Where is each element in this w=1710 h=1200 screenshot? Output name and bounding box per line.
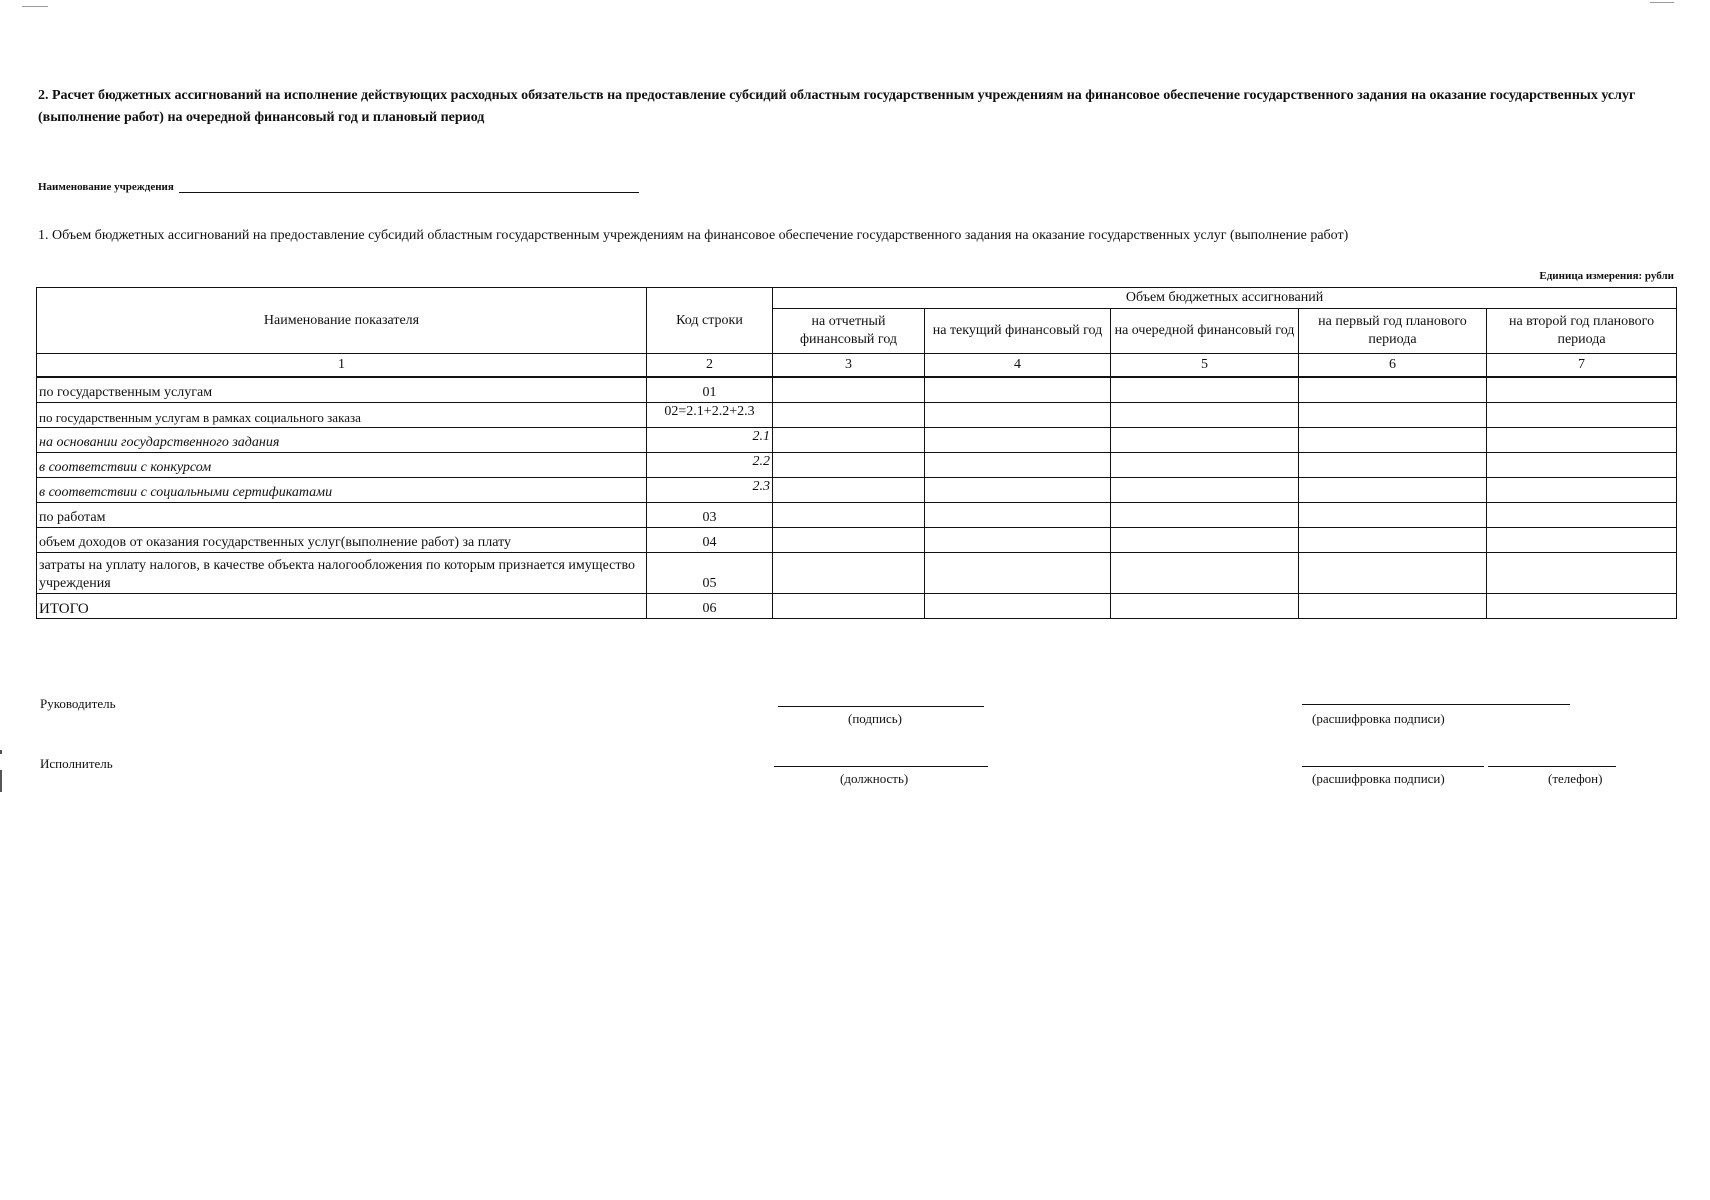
value-cell[interactable] (1299, 478, 1487, 503)
value-cell[interactable] (1299, 453, 1487, 478)
table-row (37, 428, 1677, 453)
header-name: Наименование показателя (37, 288, 647, 354)
value-cell[interactable] (1487, 377, 1677, 403)
executor-label: Исполнитель (40, 756, 113, 771)
table-row (37, 403, 1677, 428)
header-col-7: на второй год планового периода (1487, 309, 1677, 354)
column-number: 5 (1111, 354, 1299, 378)
column-number: 3 (773, 354, 925, 378)
unit-label: Единица измерения: рубли (1539, 270, 1674, 282)
value-cell[interactable] (925, 553, 1111, 594)
header-col-3: на отчетный финансовый год (773, 309, 925, 354)
value-cell[interactable] (925, 377, 1111, 403)
institution-name-field[interactable] (179, 180, 639, 193)
value-cell[interactable] (773, 478, 925, 503)
header-code: Код строки (647, 288, 773, 354)
position-caption: (должность) (840, 771, 909, 786)
executor-position-field[interactable] (774, 765, 988, 767)
value-cell[interactable] (1487, 453, 1677, 478)
header-col-6: на первый год планового периода (1299, 309, 1487, 354)
column-number: 2 (647, 354, 773, 378)
column-number: 4 (925, 354, 1111, 378)
value-cell[interactable] (1487, 553, 1677, 594)
table-row (37, 503, 1677, 528)
row-code: 05 (647, 553, 773, 594)
row-name: затраты на уплату налогов, в качестве объекта налогообложения по которым признается имущество учреждения (37, 553, 647, 594)
header-col-5: на очередной финансовый год (1111, 309, 1299, 354)
row-name: в соответствии с конкурсом (37, 453, 647, 478)
table-row (37, 594, 1677, 619)
table-row (37, 453, 1677, 478)
value-cell[interactable] (1487, 594, 1677, 619)
value-cell[interactable] (773, 553, 925, 594)
value-cell[interactable] (773, 377, 925, 403)
value-cell[interactable] (773, 528, 925, 553)
row-code: 06 (647, 594, 773, 619)
value-cell[interactable] (773, 594, 925, 619)
section-title: 2. Расчет бюджетных ассигнований на исполнение действующих расходных обязательств на предоставление субсидий областным государственным учреждениям на финансовое обеспечение государственного задания на оказание государственных услуг (выполнение работ) на очередной финансовый год и плановый период (38, 88, 1636, 125)
decoding-caption: (расшифровка подписи) (1312, 711, 1445, 726)
value-cell[interactable] (1299, 503, 1487, 528)
column-number: 6 (1299, 354, 1487, 378)
institution-label: Наименование учреждения (38, 181, 174, 193)
value-cell[interactable] (773, 403, 925, 428)
column-number-row (37, 354, 1677, 378)
phone-caption: (телефон) (1548, 771, 1603, 786)
row-code: 2.1 (647, 428, 773, 453)
row-code: 2.3 (647, 478, 773, 503)
row-name: по работам (37, 503, 647, 528)
table-row (37, 377, 1677, 403)
header-group: Объем бюджетных ассигнований (773, 288, 1677, 309)
scan-artifact (0, 750, 2, 754)
value-cell[interactable] (1299, 377, 1487, 403)
column-number: 1 (37, 354, 647, 378)
row-name: на основании государственного задания (37, 428, 647, 453)
column-number: 7 (1487, 354, 1677, 378)
row-code: 2.2 (647, 453, 773, 478)
value-cell[interactable] (925, 403, 1111, 428)
row-code: 04 (647, 528, 773, 553)
executor-decoding-field[interactable] (1302, 765, 1484, 767)
row-name: по государственным услугам (37, 377, 647, 403)
scan-artifact (1650, 2, 1674, 3)
header-row-group (37, 288, 1677, 309)
decoding-caption: (расшифровка подписи) (1312, 771, 1445, 786)
value-cell[interactable] (1111, 403, 1299, 428)
value-cell[interactable] (773, 453, 925, 478)
budget-table (36, 287, 1677, 619)
value-cell[interactable] (1299, 553, 1487, 594)
signature-caption: (подпись) (848, 711, 902, 726)
value-cell[interactable] (1487, 478, 1677, 503)
value-cell[interactable] (1487, 528, 1677, 553)
value-cell[interactable] (925, 453, 1111, 478)
value-cell[interactable] (1299, 594, 1487, 619)
row-code: 02=2.1+2.2+2.3 (647, 403, 773, 428)
table-row (37, 528, 1677, 553)
value-cell[interactable] (1111, 377, 1299, 403)
value-cell[interactable] (1111, 478, 1299, 503)
row-code: 03 (647, 503, 773, 528)
value-cell[interactable] (1111, 594, 1299, 619)
value-cell[interactable] (925, 528, 1111, 553)
head-label: Руководитель (40, 696, 116, 711)
value-cell[interactable] (925, 478, 1111, 503)
value-cell[interactable] (1487, 428, 1677, 453)
head-signature-field[interactable] (778, 705, 984, 707)
row-name: по государственным услугам в рамках социального заказа (37, 403, 647, 428)
value-cell[interactable] (925, 503, 1111, 528)
row-name: в соответствии с социальными сертификатами (37, 478, 647, 503)
scan-artifact (22, 6, 48, 7)
value-cell[interactable] (773, 428, 925, 453)
subsection-title: 1. Объем бюджетных ассигнований на предоставление субсидий областным государственным учреждениям на финансовое обеспечение государственного задания на оказание государственных услуг (выполнение работ) (38, 228, 1349, 243)
table-row (37, 478, 1677, 503)
row-code: 01 (647, 377, 773, 403)
value-cell[interactable] (1487, 403, 1677, 428)
scan-artifact (0, 770, 2, 792)
value-cell[interactable] (1299, 528, 1487, 553)
table-row (37, 553, 1677, 594)
value-cell[interactable] (1299, 428, 1487, 453)
value-cell[interactable] (1111, 428, 1299, 453)
header-col-4: на текущий финансовый год (925, 309, 1111, 354)
row-name: ИТОГО (37, 594, 647, 619)
institution-line (38, 180, 639, 193)
value-cell[interactable] (925, 594, 1111, 619)
row-name: объем доходов от оказания государственных услуг(выполнение работ) за плату (37, 528, 647, 553)
executor-phone-field[interactable] (1488, 765, 1616, 767)
value-cell[interactable] (1111, 553, 1299, 594)
value-cell[interactable] (1487, 503, 1677, 528)
value-cell[interactable] (773, 503, 925, 528)
value-cell[interactable] (1111, 453, 1299, 478)
value-cell[interactable] (1111, 503, 1299, 528)
head-decoding-field[interactable] (1302, 703, 1570, 705)
value-cell[interactable] (1299, 403, 1487, 428)
value-cell[interactable] (1111, 528, 1299, 553)
value-cell[interactable] (925, 428, 1111, 453)
